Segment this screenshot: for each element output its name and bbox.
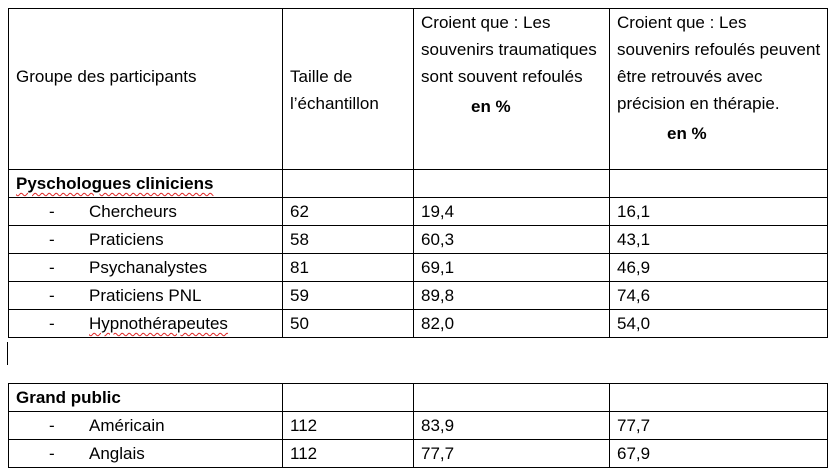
value-q2: 46,9: [610, 254, 828, 282]
section-row: [9, 384, 828, 412]
value-q1: 83,9: [414, 412, 610, 440]
table-row: [9, 310, 828, 338]
row-label: [9, 412, 283, 440]
survey-table-public: [8, 383, 828, 468]
table-row: [9, 198, 828, 226]
text-cursor: [7, 342, 8, 365]
row-name: Anglais: [89, 444, 145, 463]
value-q2: 77,7: [610, 412, 828, 440]
row-label: [9, 198, 283, 226]
sample-size: 112: [283, 440, 414, 468]
row-label: [9, 254, 283, 282]
header-q2-unit: en %: [667, 124, 707, 143]
row-label: [9, 282, 283, 310]
table-row: [9, 440, 828, 468]
spellcheck-word: Pyschologues cliniciens: [16, 174, 214, 193]
value-q2: 16,1: [610, 198, 828, 226]
value-q1: 19,4: [414, 198, 610, 226]
sample-size: 62: [283, 198, 414, 226]
header-q2: [610, 9, 828, 170]
row-name: Hypnothérapeutes: [89, 314, 228, 333]
table-row: [9, 412, 828, 440]
dash: -: [49, 416, 55, 435]
value-q2: 67,9: [610, 440, 828, 468]
value-q2: 54,0: [610, 310, 828, 338]
row-name: Américain: [89, 416, 165, 435]
value-q1: 82,0: [414, 310, 610, 338]
row-name: Praticiens PNL: [89, 286, 202, 305]
header-q1-text: Croient que : Les souvenirs traumatiques sont souvent refoulés: [421, 13, 597, 86]
row-name: Chercheurs: [89, 202, 177, 221]
sample-size: 81: [283, 254, 414, 282]
empty-cell: [283, 170, 414, 198]
row-label: [9, 310, 283, 338]
header-q1-unit: en %: [471, 97, 511, 116]
header-group: Groupe des participants: [9, 9, 283, 170]
dash: -: [49, 444, 55, 463]
value-q1: 77,7: [414, 440, 610, 468]
row-name: Praticiens: [89, 230, 164, 249]
sample-size: 50: [283, 310, 414, 338]
dash: -: [49, 286, 55, 305]
value-q1: 89,8: [414, 282, 610, 310]
header-row: [9, 9, 828, 170]
row-label: [9, 440, 283, 468]
empty-cell: [414, 170, 610, 198]
dash: -: [49, 314, 55, 333]
section-title: Grand public: [9, 384, 283, 412]
empty-cell: [610, 170, 828, 198]
row-name: Psychanalystes: [89, 258, 208, 277]
survey-table: [8, 8, 828, 338]
dash: -: [49, 202, 55, 221]
section-title: [9, 170, 283, 198]
value-q1: 60,3: [414, 226, 610, 254]
value-q2: 74,6: [610, 282, 828, 310]
table-row: [9, 282, 828, 310]
row-label: [9, 226, 283, 254]
header-q1: [414, 9, 610, 170]
header-sample: Taille de l’échantillon: [283, 9, 414, 170]
table-row: [9, 254, 828, 282]
value-q1: 69,1: [414, 254, 610, 282]
table-row: [9, 226, 828, 254]
dash: -: [49, 258, 55, 277]
value-q2: 43,1: [610, 226, 828, 254]
header-q2-text: Croient que : Les souvenirs refoulés peuvent être retrouvés avec précision en thérapie.: [617, 13, 821, 113]
empty-cell: [283, 384, 414, 412]
section-row: [9, 170, 828, 198]
sample-size: 58: [283, 226, 414, 254]
empty-cell: [610, 384, 828, 412]
empty-cell: [414, 384, 610, 412]
dash: -: [49, 230, 55, 249]
sample-size: 59: [283, 282, 414, 310]
sample-size: 112: [283, 412, 414, 440]
